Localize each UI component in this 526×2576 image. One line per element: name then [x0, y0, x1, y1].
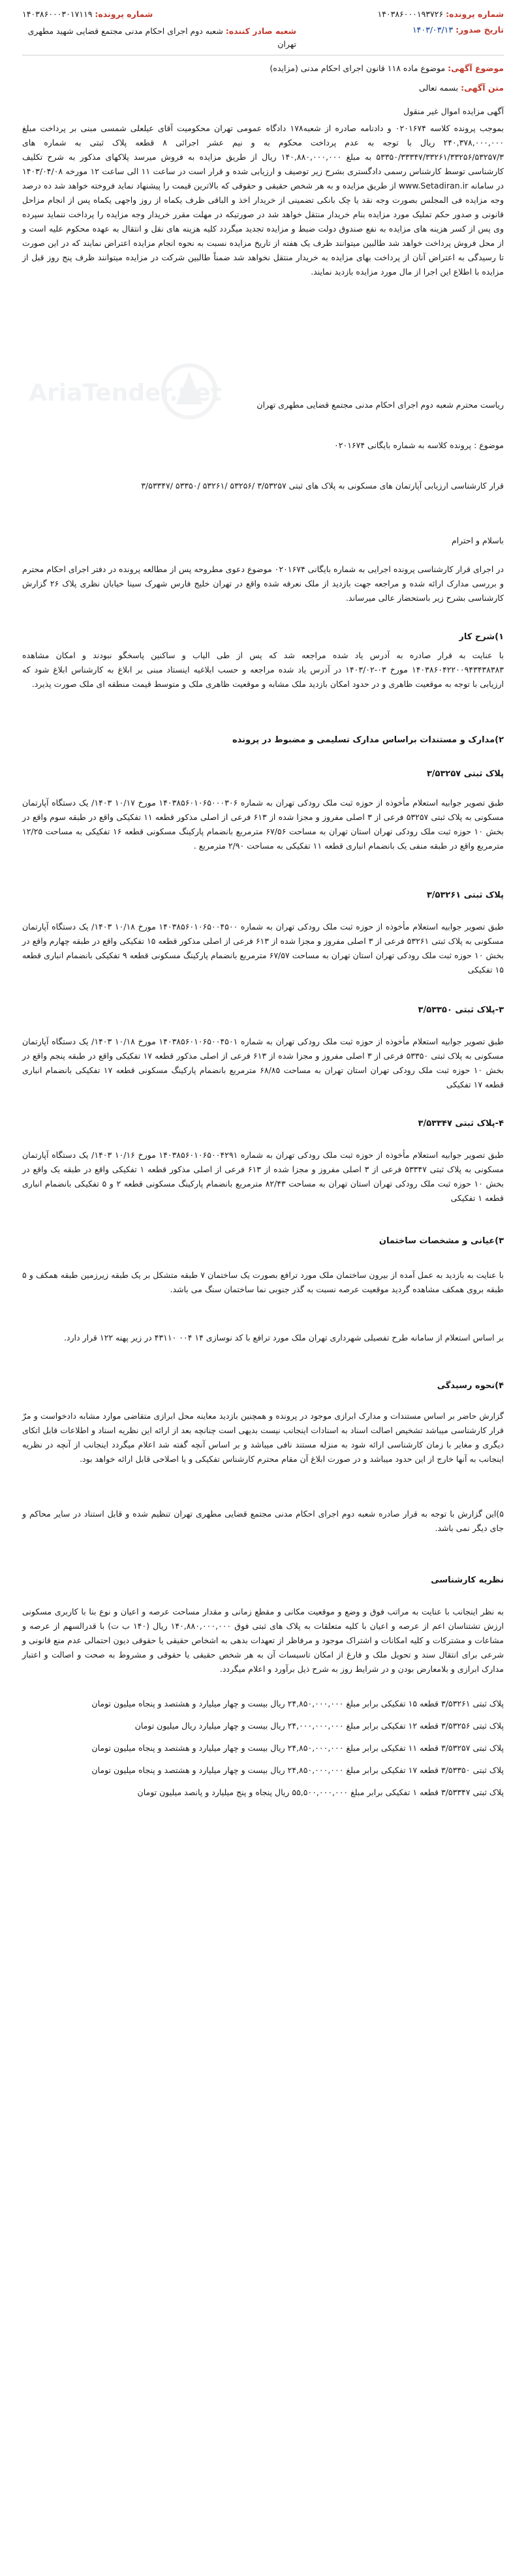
- issuing-branch-value: شعبه دوم اجرای احکام مدنی مجتمع قضایی شهید مطهری تهران: [27, 26, 296, 49]
- file-number-label-2: شماره پرونده:: [95, 9, 153, 19]
- file-number-value-2: ۱۴۰۳۸۶۰۰۰۳۰۱۷۱۱۹: [22, 9, 93, 19]
- issuing-branch-label: شعبه صادر کننده:: [225, 26, 296, 36]
- issue-date: [412, 25, 504, 35]
- expert-opinion-body: به نظر اینجانب با عنایت به مراتب فوق و وضع و موقعیت مکانی و مقطع زمانی و مقدار مساحت عرصه و اعیان و نوع بنا با کاربری مسکونی ارزش تشتناسان اعم از عرصه و اعیان با کلیه متعلقات به پلاک های ثبتی فوق ۱۴۰,۸۸۰,۰۰۰,۰۰۰ ریال (۱۴۰ ب ت) با قدرالسهم از عرصه و مشاعات و مشترکات و کلیه امکانات و اشتراک موجود و مرفاظر از تعهدات بدهی به اشخاص حقیقی یا حقوقی دیون احتمالی عدم منع قانونی و شرعی برای انتقال سند و تحویل ملک و فارغ از امکان تاسیسات آن به هر شخص حقیقی یا حقوقی و مشروط به صحت و اصالت و اعتبار مدارک ابرازی و بلامعارض بودن و در شرایط روز به شرح ذیل برآورد و اعلام میگردد.: [22, 1607, 504, 1674]
- notice-text-heading: [22, 81, 504, 95]
- section-3-body-1: با عنایت به بازدید به عمل آمده از بیرون ساختمان ملک مورد ترافع بصورت یک ساختمان ۷ طبقه متشکل بر یک طبقه زیرزمین طبقه همکف و ۵ طبقه بروی همکف مشاهده گردید موقعیت عرصه نسبت به گذر جنوبی نما ساختمان سنگ می باشد.: [22, 1270, 504, 1294]
- header-row-2: [22, 25, 504, 51]
- greeting: باسلام و احترام: [451, 536, 504, 545]
- header-row-1: [22, 9, 504, 19]
- watermark-text: AriaTender.net: [29, 380, 222, 406]
- section-3-title: ۳)عیانی و مشخصات ساختمان: [379, 1236, 504, 1246]
- section-2-title: ۲)مدارک و مستندات براساس مدارک تسلیمی و مضبوط در پرونده: [232, 735, 504, 745]
- file-number-left: [22, 9, 153, 19]
- report-title: قرار کارشناسی ارزیابی آپارتمان های مسکونی به پلاک های ثبتی ۳/۵۳۲۵۷ /۵۳۲۵۶ /۵۳۲۶۱ /۵۳۳۵۰ /۳/۵۳۳۴۷: [141, 481, 504, 491]
- section-3-body-2: بر اساس استعلام از سامانه طرح تفصیلی شهرداری تهران ملک مورد ترافع با کد نوسازی ۱۴ ۰۰۴ ۴۳۱۱۰ در زیر پهنه ۱۲۲ قرار دارد.: [63, 1333, 504, 1342]
- plaque-1-body: طبق تصویر جوابیه استعلام مأخوذه از حوزه ثبت ملک رودکی تهران به شماره ۱۴۰۳۸۵۶۰۱۰۶۵۰۰۰۳۰۶ مورخ ۱۰/۱۷ ۱۴۰۳/ یک دستگاه آپارتمان مسکونی به پلاک ثبتی ۵۳۲۵۷ فرعی از ۳ اصلی مفروز و مجزا شده از ۶۱۳ فرعی از اصلی مذکور قطعه ۱۱ تفکیکی واقع در طبقه سوم واقع در بخش ۱۰ حوزه ثبت ملک رودکی تهران استان تهران به مساحت ۶۷/۵۶ مترمربع بانضمام پارکینگ مسکونی قطعه ۱۶ تفکیکی به مساحت ۱۲/۲۵ مترمربع واقع در طبقه منفی یک بانضمام انباری قطعه ۱۱ تفکیکی به مساحت ۲/۹۰ مترمربع .: [22, 798, 504, 851]
- price-line-1: پلاک ثبتی ۳/۵۳۲۶۱ قطعه ۱۵ تفکیکی برابر مبلغ ۲۴,۸۵۰,۰۰۰,۰۰۰ ریال بیست و چهار میلیارد و هشتصد و پنجاه میلیون تومان: [91, 1699, 504, 1708]
- section-4-title: ۴)نحوه رسیدگی: [437, 1381, 504, 1391]
- auction-title: آگهی مزایده اموال غیر منقول: [403, 106, 504, 116]
- auction-body: بموجب پرونده کلاسه ۰۲۰۱۶۷۴ و دادنامه صادره از شعبه۱۷۸ دادگاه عمومی تهران محکومیت آقای عیلعلی شمسی مبنی بر پرداخت مبلغ ۲۴۰,۳۷۸,۰۰۰,۰۰۰ ریال با توجه به عدم پرداخت محکوم به و نیم عشر اجرائی ۸ قطعه پلاک ثبتی به شماره های ۵۳۳۵۰/۳۳۳۴۷/۳۳۲۶۱/۳۳۲۵۶/۵۳۲۵۷/۳ به مبلغ ۱۴۰,۸۸۰,۰۰۰,۰۰۰ ریال از طریق مزایده به فروش میرسد پلاکهای مذکور به شرح تکلیف کارشناسی توسط کارشناس رسمی دادگستری بشرح زیر توصیف و ارزیابی شده و قرار است در ساعت ۱۱ الی ساعت ۱۲ مورخه ۱۴۰۳/۰۴/۰۸ در سامانه www.Setadiran.ir از طریق مزایده و به هر شخص حقیقی و حقوقی که بالاترین قیمت را پیشنهاد نماید فروخته خواهد شد ده درصد وجه مزایده فی المجلس بصورت وجه نقد یا چک بانکی تضمینی از خریدار اخذ و الباقی ظرف یکماه از روز واجهی یکماه پس از انجام مزاحل قانونی و صدور حکم تملیک مورد مزایده بنام خریدار منتقل خواهد شد در صورتیکه در مهلت مقرر خریدار وجه مزایده را پرداخت ننماید سپرده وی پس از کسر هزینه های مزایده به نفع صندوق دولت ضبط و مزایده تجدید میگردد کلیه هزینه های نقل و انتقال به عهده محکوم علیه است و از محل فروش پرداخت خواهد شد طالبین میتوانند ظرف یک هفته از تاریخ مزایده نسبت به نحوه انجام مزایده اعتراض نمایند که در این صورت تا رسیدگی به اعتراض آنان از پرداخت بهای مزایده به خریدار منتقل نخواهد شد ضمناً طالبین شرکت در مزایده میتوانند ظرف پنج روز قبل از مزایده با اطلاع این اجرا از مال مورد مزایده بازدید نمایند.: [22, 123, 504, 277]
- plaque-2-body: طبق تصویر جوابیه استعلام مأخوذه از حوزه ثبت ملک رودکی تهران به شماره ۱۴۰۳۸۵۶۰۱۰۶۵۰۰۴۵۰۰ مورخ ۱۰/۱۸ ۱۴۰۳/ یک دستگاه آپارتمان مسکونی به پلاک ثبتی ۵۳۲۶۱ فرعی از ۳ اصلی مفروز و مجزا شده از ۶۱۳ فرعی از اصلی مذکور قطعه ۱۵ تفکیکی واقع در طبقه چهارم واقع در بخش ۱۰ حوزه ثبت ملک رودکی تهران استان تهران به مساحت ۶۷/۵۷ مترمربع بانضمام پارکینگ مسکونی قطعه ۹ تفکیکی بانضمام انباری قطعه ۱۵ تفکیکی: [22, 922, 504, 975]
- issue-date-value: ۱۴۰۳/۰۳/۱۳: [412, 25, 454, 35]
- notice-subject-value: موضوع ماده ۱۱۸ قانون اجرای احکام مدنی (مزایده): [270, 63, 446, 73]
- plaque-2-title: پلاک ثبتی ۳/۵۳۲۶۱: [426, 890, 504, 900]
- section-1-title: ۱)شرح کار: [459, 632, 504, 642]
- price-line-4: پلاک ثبتی ۳/۵۳۳۵۰ قطعه ۱۷ تفکیکی برابر مبلغ ۲۴,۸۵۰,۰۰۰,۰۰۰ ریال بیست و چهار میلیارد و هشتصد و پنجاه میلیون تومان: [91, 1765, 504, 1775]
- addressee: ریاست محترم شعبه دوم اجرای احکام مدنی مجتمع قضایی مطهری تهران: [256, 400, 504, 410]
- expert-opinion-title: نظریه کارشناسی: [431, 1575, 504, 1585]
- file-number-value: ۱۴۰۳۸۶۰۰۰۱۹۳۷۲۶: [377, 9, 444, 19]
- plaque-4-body: طبق تصویر جوابیه استعلام مأخوذه از حوزه ثبت ملک رودکی تهران به شماره ۱۴۰۳۸۵۶۰۱۰۶۵۰۰۴۲۹۱ مورخ ۱۰/۱۶ ۱۴۰۳/ یک دستگاه آپارتمان مسکونی به پلاک ثبتی ۵۳۳۴۷ فرعی از ۳ اصلی مفروز و مجزا شده از ۶۱۳ فرعی از اصلی مذکور قطعه ۱ تفکیکی واقع در طبقه یک واقع در بخش ۱۰ حوزه ثبت ملک رودکی تهران استان تهران به مساحت ۸۲/۴۳ مترمربع بانضمام پارکینگ مسکونی قطعه ۲ و ۵ تفکیکی بانضمام انباری قطعه ۱ تفکیکی: [22, 1150, 504, 1203]
- plaque-1-title: پلاک ثبتی ۳/۵۳۲۵۷: [426, 769, 504, 779]
- notice-subject-label: موضوع آگهی:: [448, 63, 504, 73]
- section-1-body: با عنایت به قرار صادره به آدرس یاد شده مراجعه شد که پس از طی الیاب و ساکنین پاسخگو نبودند و امکان مشاهده ۱۴۰۳۸۶۰۴۲۲۰۰۹۴۳۴۳۸۳۸۳ مورخ ۰۳-۱۴۰۳/۰۲ در آدرس یاد شده مراجعه و حسب ابلاغیه اینستاد مبنی بر ابلاغ به کارشناس ابلاغ شود که ارزیابی با توجه به موقعیت ظاهری و در حدود امکان بازدید ملک مشابه و موقعیت ظاهری ملک و متوسط قیمت منطقه ای ملک صورت پذیرد.: [22, 650, 504, 689]
- file-number-right: [377, 9, 504, 19]
- plaque-3-body: طبق تصویر جوابیه استعلام مأخوذه از حوزه ثبت ملک رودکی تهران به شماره ۱۴۰۳۸۵۶۰۱۰۶۵۰۰۴۵۰۱ مورخ ۱۰/۱۸ ۱۴۰۳/ یک دستگاه آپارتمان مسکونی به پلاک ثبتی ۵۳۳۵۰ فرعی از ۳ اصلی مفروز و مجزا شده از ۶۱۳ فرعی از اصلی مذکور قطعه ۱۷ تفکیکی واقع در طبقه پنجم واقع در بخش ۱۰ حوزه ثبت ملک رودکی تهران استان تهران به مساحت ۶۸/۸۵ مترمربع بانضمام پارکینگ مسکونی قطعه ۱۷ تفکیکی بانضمام انباری قطعه ۱۷ تفکیکی: [22, 1037, 504, 1089]
- price-line-2: پلاک ثبتی ۳/۵۳۲۵۶ قطعه ۱۲ تفکیکی برابر مبلغ ۲۴,۰۰۰,۰۰۰,۰۰۰ ریال بیست و چهار میلیارد ریال میلیون تومان: [134, 1721, 504, 1731]
- section-4-body-2: ۵)این گزارش با توجه به قرار صادره شعبه دوم اجرای احکام مدنی مجتمع قضایی مطهری تهران تنظیم شده و قابل استناد در سایر محاکم و جای دیگر نمی باشد.: [22, 1509, 504, 1533]
- watermark-logo: [29, 352, 372, 431]
- notice-subject: [22, 61, 504, 76]
- price-line-3: پلاک ثبتی ۳/۵۳۲۵۷ قطعه ۱۱ تفکیکی برابر مبلغ ۲۴,۸۵۰,۰۰۰,۰۰۰ ریال بیست و چهار میلیارد و هشتصد و پنجاه میلیون تومان: [91, 1743, 504, 1753]
- issuing-branch: [22, 25, 296, 51]
- notice-text-value: بسمه تعالی: [419, 83, 459, 93]
- price-line-5: پلاک ثبتی ۳/۵۳۳۴۷ قطعه ۱ تفکیکی برابر مبلغ ۵۵,۵۰۰,۰۰۰,۰۰۰ ریال پنجاه و پنج میلیارد و پانصد میلیون تومان: [137, 1787, 504, 1797]
- notice-text-label: متن آگهی:: [461, 83, 504, 93]
- plaque-3-title: ۳-پلاک ثبتی ۳/۵۳۳۵۰: [418, 1005, 504, 1015]
- subject-line: موضوع : پرونده کلاسه به شماره بایگانی ۰۲۰۱۶۷۴: [334, 440, 504, 450]
- referral-paragraph: در اجرای قرار کارشناسی پرونده اجرایی به شماره بایگانی ۰۲۰۱۶۷۴ موضوع دعوی مطروحه پس از مطالعه پرونده در دفتر اجرای احکام محترم و بررسی مدارک ارائه شده و مراجعه جهت بازدید از ملک نعرفه شده واقع در تهران خلیج فارس شهرک سینا خیابان نظری پلاک ۲۶ گزارش کارشناسی بشرح زیر باستحضار عالی میرساند.: [22, 564, 504, 603]
- issue-date-label: تاریخ صدور:: [456, 25, 504, 35]
- section-4-body-1: گزارش حاضر بر اساس مستندات و مدارک ابرازی موجود در پرونده و همچنین بازدید معاینه محل ابرازی متقاضی موارد مشابه دادخواست و مرّ قرار کارشناسی میباشد تشخیص اصالت اسناد به اسنادات اینجانب نیست بدیهی است چنانچه بعد از ارائه این نظریه اسناد و اطلاعات قابل اتکای دیگری و مغایر با زمان کارشناسی ارائه شود به منزله مستند نافی میباشد و بر اساس آنچه گفته شد اعلام میگردد اینجانب از آنچه در نظریه اینجانب به آنها خارج از این حدود میباشد و در صورت ابلاغ آن مقام محترم کارشناس تفکیکی و یا اصلاحی قابل ارائه خواهد بود.: [22, 1411, 504, 1464]
- file-number-label: شماره پرونده:: [446, 9, 504, 19]
- plaque-4-title: ۴-پلاک ثبتی ۳/۵۳۳۴۷: [418, 1119, 504, 1129]
